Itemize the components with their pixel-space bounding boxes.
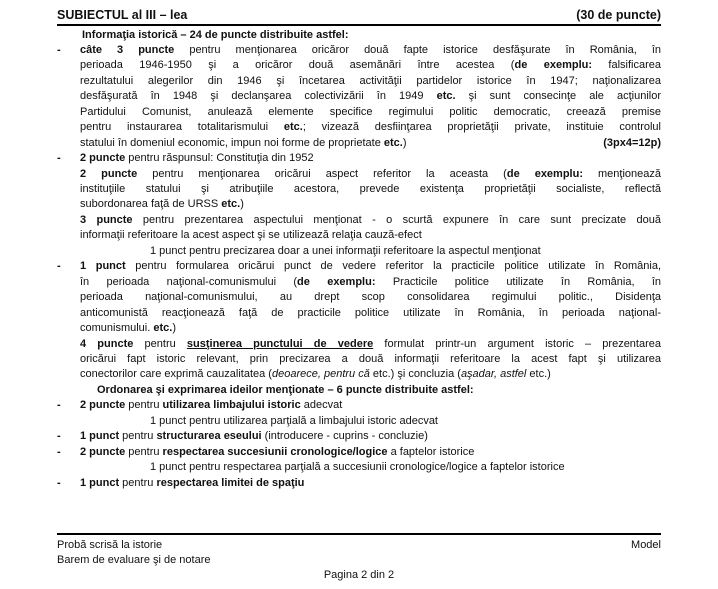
line-text: pentru instaurarea totalitarismului etc.; vizează desfiinţarea proprietăţii private, instituie controlul [80, 121, 661, 134]
bullet-dash: - [57, 430, 61, 443]
text-line [57, 213, 661, 228]
line-text: perioada naţional-comunismului, au drept scop consolidarea regimului politic., Disidenţa [80, 291, 661, 304]
text-line [57, 28, 661, 43]
text-line [57, 244, 661, 259]
text-line [57, 275, 661, 290]
footer-page-number: Pagina 2 din 2 [323, 569, 395, 582]
text-line [57, 228, 661, 243]
bullet-dash: - [57, 476, 61, 489]
bullet-dash: - [57, 399, 61, 412]
text-line [57, 105, 661, 120]
bullet-dash: - [57, 43, 61, 56]
text-line [57, 120, 661, 135]
text-line [57, 321, 661, 336]
text-line [57, 58, 661, 73]
line-text: 3 puncte pentru prezentarea aspectului menţionat - o scurtă expunere în care sunt precizate două [80, 213, 662, 226]
line-text: 1 punct pentru precizarea doar a unei informaţii referitoare la aspectul menţionat [150, 244, 541, 257]
line-text: rezultatului alegerilor din 1946 şi încetarea activităţii partidelor istorice în 1947; naţionalizarea [80, 74, 661, 87]
footer-doc-type: Barem de evaluare şi de notare [57, 553, 211, 566]
line-text: 4 puncte pentru susţinerea punctului de vedere formulat printr-un argument istoric – prezentarea [80, 337, 661, 350]
line-text: 1 punct pentru utilizarea parţială a limbajului istoric adecvat [150, 414, 438, 427]
text-line [57, 398, 661, 413]
text-line [57, 367, 661, 382]
line-text: oricărui fapt istoric relevant, prin precizarea a două informaţii referitoare la acest fapt şi utilizarea [80, 353, 661, 366]
document-body [57, 28, 661, 492]
line-text: statului în domeniul economic, impun noi forme de proprietate etc.) [80, 136, 407, 149]
line-text: Informaţia istorică – 24 de puncte distribuite astfel: [82, 28, 349, 41]
line-text: Partidului Comunist, anulează elemente specifice regimului politic democratic, creează premise [80, 105, 661, 118]
text-line [57, 290, 661, 305]
line-text: 2 puncte pentru menţionarea oricărui aspect referitor la aceasta (de exemplu: menţionează [80, 167, 662, 180]
line-text: 2 puncte pentru răspunsul: Constituţia din 1952 [80, 152, 314, 165]
text-line [57, 445, 661, 460]
line-text: 1 punct pentru respectarea parţială a succesiunii cronologice/logice a faptelor istorice [150, 461, 565, 474]
page-footer [57, 533, 661, 583]
line-text: 1 punct pentru respectarea limitei de spaţiu [80, 476, 305, 489]
text-line [57, 352, 661, 367]
text-line [57, 460, 661, 475]
text-line [57, 89, 661, 104]
text-line [57, 43, 661, 58]
text-line [57, 74, 661, 89]
line-text: subordonarea faţă de URSS etc.) [80, 198, 244, 211]
text-line [57, 182, 661, 197]
text-line [57, 136, 661, 151]
line-text: instituţiile statului şi atribuţiile acestora, prevede existenţa proprietăţii socialiste, reflectă [80, 183, 661, 196]
line-text: desfăşurată în 1948 şi declanşarea colectivizării în 1949 etc. şi sunt consecinţe ale acţiunilor [80, 90, 661, 103]
text-line [57, 167, 661, 182]
line-text: informaţii referitoare la acest aspect şi se utilizează relaţia cauză-efect [80, 229, 422, 242]
points-total-badge: (3px4=12p) [603, 136, 661, 149]
line-text: conectorilor care exprimă cauzalitatea (deoarece, pentru că etc.) şi concluzia (aşadar, astfel etc.) [80, 368, 551, 381]
page-header [57, 7, 661, 26]
subject-points: (30 de puncte) [576, 8, 661, 22]
footer-left-block [57, 538, 210, 567]
text-line [57, 476, 661, 491]
line-text: 2 puncte pentru utilizarea limbajului istoric adecvat [80, 399, 343, 412]
bullet-dash: - [57, 445, 61, 458]
text-line [57, 337, 661, 352]
text-line [57, 151, 661, 166]
line-text: 1 punct pentru structurarea eseului (introducere - cuprins - concluzie) [80, 430, 428, 443]
text-line [57, 197, 661, 212]
footer-exam-type: Probă scrisă la istorie [57, 539, 163, 552]
line-text: perioada 1946-1950 şi a oricăror două asemănări între acestea (de exemplu: falsificarea [80, 59, 662, 72]
line-text: anticomunistă reacţionează faţă de practicile politice utilizate în România, în perioada naţional- [80, 306, 661, 319]
line-text: câte 3 puncte pentru menţionarea oricăror două fapte istorice desfăşurate în România, în [80, 43, 661, 56]
line-text: Ordonarea şi exprimarea ideilor menţionate – 6 puncte distribuite astfel: [97, 383, 474, 396]
bullet-dash: - [57, 260, 61, 273]
text-line [57, 259, 661, 274]
footer-model-label: Model [631, 539, 661, 552]
line-text: 2 puncte pentru respectarea succesiunii cronologice/logice a faptelor istorice [80, 445, 475, 458]
line-text: în perioada naţional-comunismului (de exemplu: Practicile politice utilizate în România, în [80, 275, 661, 288]
subject-title: SUBIECTUL al III – lea [57, 8, 188, 22]
bullet-dash: - [57, 152, 61, 165]
text-line [57, 414, 661, 429]
text-line [57, 383, 661, 398]
line-text: comunismului. etc.) [80, 322, 176, 335]
text-line [57, 306, 661, 321]
line-text: 1 punct pentru formularea oricărui punct de vedere referitor la practicile politice utilizate în România, [80, 260, 661, 273]
text-line [57, 429, 661, 444]
